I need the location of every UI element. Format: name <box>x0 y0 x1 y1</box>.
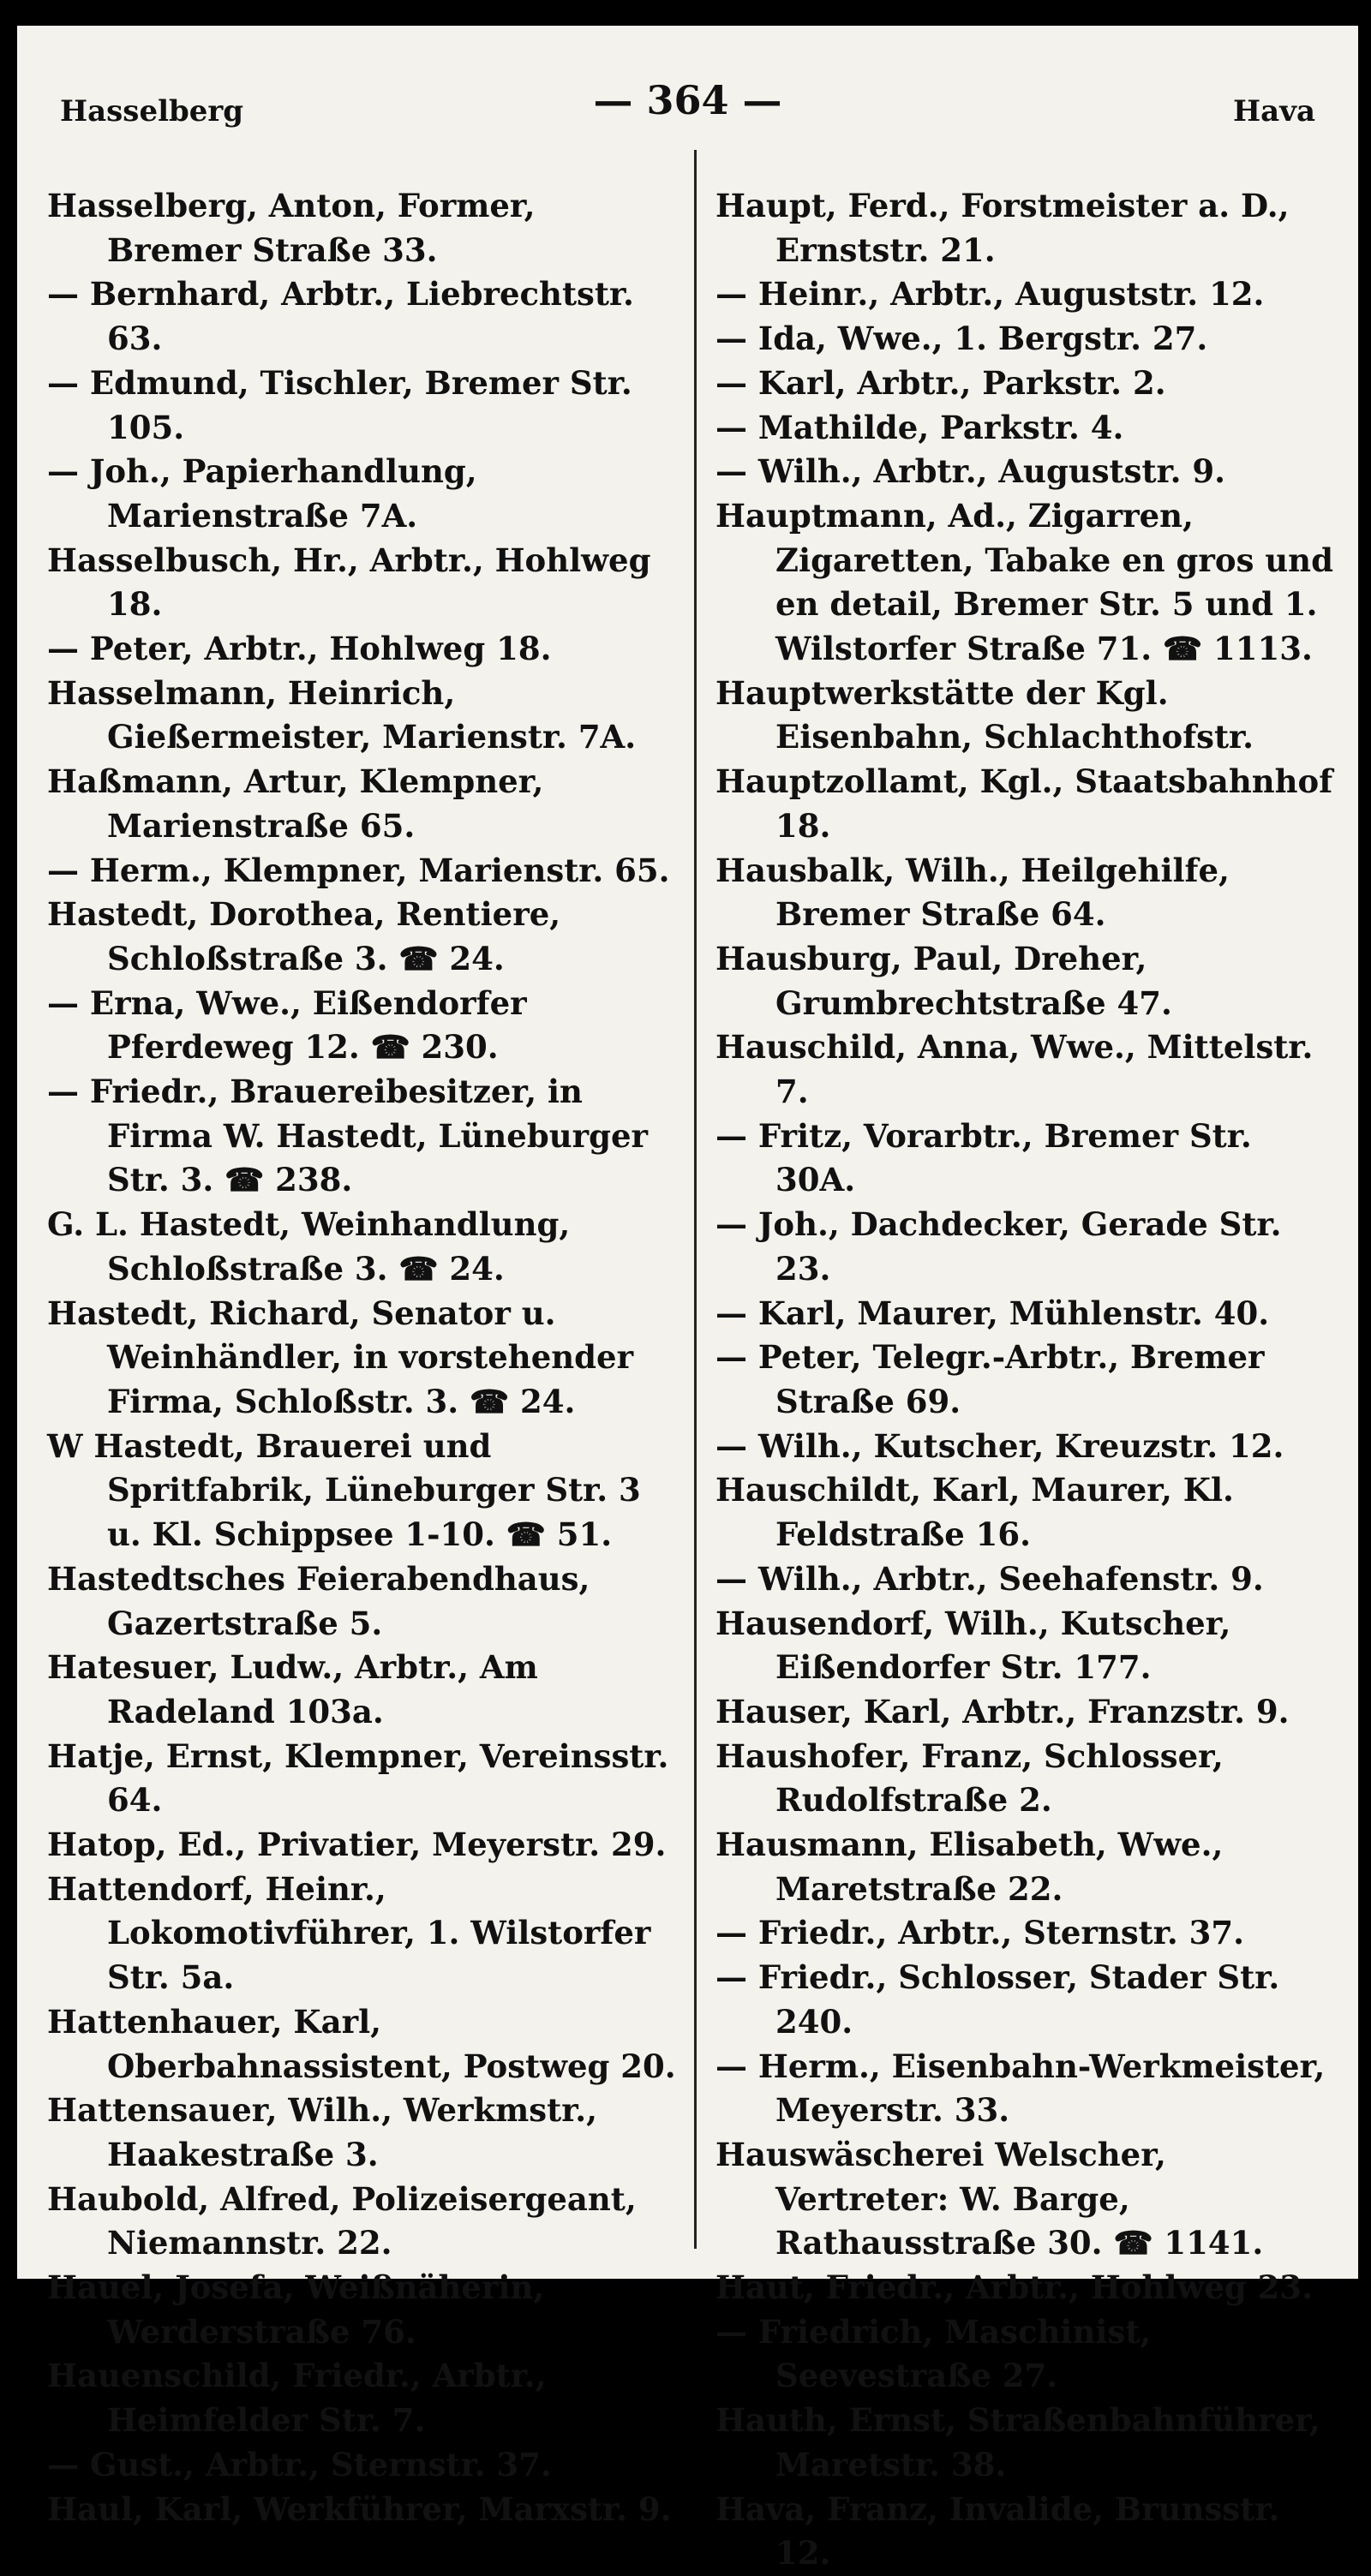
entry: — Wilh., Arbtr., Seehafenstr. 9. <box>715 1559 1264 1598</box>
entry: Hausmann, Elisabeth, Wwe., Maretstraße 22. <box>715 1826 1224 1908</box>
entry: — Wilh., Kutscher, Kreuzstr. 12. <box>715 1426 1284 1465</box>
entry: Hasselbusch, Hr., Arbtr., Hohlweg 18. <box>47 541 651 624</box>
entry: — Heinr., Arbtr., Auguststr. 12. <box>715 275 1265 314</box>
entry: — Peter, Arbtr., Hohlweg 18. <box>47 630 552 668</box>
entry: — Mathilde, Parkstr. 4. <box>715 408 1124 446</box>
entry: Haubold, Alfred, Polizeisergeant, Niemannstr. 22. <box>47 2179 637 2262</box>
entry: — Friedr., Arbtr., Sternstr. 37. <box>715 1914 1245 1952</box>
page-number: — 364 — <box>593 77 782 123</box>
entry: Hastedt, Richard, Senator u. Weinhändler, in vorstehender Firma, Schloßstr. 3. ☎ 24. <box>47 1294 634 1420</box>
entry: Hauth, Ernst, Straßenbahnführer, Maretstr. 38. <box>715 2401 1320 2483</box>
entry: Hausbalk, Wilh., Heilgehilfe, Bremer Straße 64. <box>715 851 1230 934</box>
entry: Hasselberg, Anton, Former, Bremer Straße 33. <box>47 187 536 269</box>
entry: Hattensauer, Wilh., Werkmstr., Haakestraße 3. <box>47 2091 598 2173</box>
entry: Hatesuer, Ludw., Arbtr., Am Radeland 103a. <box>47 1648 538 1730</box>
entry: W Hastedt, Brauerei und Spritfabrik, Lüneburger Str. 3 u. Kl. Schippsee 1-10. ☎ 51. <box>47 1426 641 1554</box>
entry: — Karl, Arbtr., Parkstr. 2. <box>715 363 1166 402</box>
entry: — Herm., Klempner, Marienstr. 65. <box>47 851 670 889</box>
entry: Hausendorf, Wilh., Kutscher, Eißendorfer Str. 177. <box>715 1604 1231 1687</box>
entry: Hauptmann, Ad., Zigarren, Zigaretten, Tabake en gros und en detail, Bremer Str. 5 und 1. Wilstorfer Straße 71. ☎ 1113. <box>715 496 1333 668</box>
entry: Hattenhauer, Karl, Oberbahnassistent, Postweg 20. <box>47 2002 676 2085</box>
entry: Hauptzollamt, Kgl., Staatsbahnhof 18. <box>715 762 1333 845</box>
entry: Hauptwerkstätte der Kgl. Eisenbahn, Schlachthofstr. <box>715 673 1254 756</box>
entry: — Peter, Telegr.-Arbtr., Bremer Straße 69. <box>715 1338 1265 1420</box>
entry: Hausburg, Paul, Dreher, Grumbrechtstraße 47. <box>715 939 1172 1022</box>
entry: — Joh., Papierhandlung, Marienstraße 7A. <box>47 452 477 535</box>
entry: Haßmann, Artur, Klempner, Marienstraße 65. <box>47 762 544 845</box>
header-left-keyword: Hasselberg <box>60 94 244 129</box>
entry: — Fritz, Vorarbtr., Bremer Str. 30A. <box>715 1116 1252 1199</box>
entry: — Ida, Wwe., 1. Bergstr. 27. <box>715 320 1208 358</box>
entry: — Friedr., Brauereibesitzer, in Firma W. Hastedt, Lüneburger Str. 3. ☎ 238. <box>47 1073 649 1199</box>
page-header <box>43 77 1332 146</box>
entry: Hattendorf, Heinr., Lokomotivführer, 1. Wilstorfer Str. 5a. <box>47 1869 651 1997</box>
entry: Haushofer, Franz, Schlosser, Rudolfstraße 2. <box>715 1736 1224 1820</box>
entry: — Herm., Eisenbahn-Werkmeister, Meyerstr. 33. <box>715 2047 1326 2130</box>
entry: Hauenschild, Friedr., Arbtr., Heimfelder Str. 7. <box>47 2357 547 2440</box>
header-right-keyword: Hava <box>1233 94 1315 129</box>
entry: — Bernhard, Arbtr., Liebrechtstr. 63. <box>47 275 634 358</box>
right-column <box>715 184 1341 2576</box>
directory-page <box>17 26 1358 2573</box>
entry: G. L. Hastedt, Weinhandlung, Schloßstraße 3. ☎ 24. <box>47 1205 571 1288</box>
entry: Hastedt, Dorothea, Rentiere, Schloßstraße 3. ☎ 24. <box>47 895 561 977</box>
entry: Hauel, Josefa, Weißnäherin, Werderstraße 76. <box>47 2268 545 2351</box>
entry: — Friedr., Schlosser, Stader Str. 240. <box>715 1958 1280 2041</box>
entry: Hastedtsches Feierabendhaus, Gazertstraße 5. <box>47 1559 590 1642</box>
entry: — Joh., Dachdecker, Gerade Str. 23. <box>715 1205 1282 1288</box>
entry: Hatop, Ed., Privatier, Meyerstr. 29. <box>47 1826 667 1864</box>
entry: — Edmund, Tischler, Bremer Str. 105. <box>47 363 632 446</box>
entry: Haupt, Ferd., Forstmeister a. D., Ernststr. 21. <box>715 187 1290 269</box>
left-column <box>47 184 677 2531</box>
entry: — Friedrich, Maschinist, Seevestraße 27. <box>715 2312 1152 2395</box>
entry: Hava, Franz, Invalide, Brunsstr. 12. <box>715 2489 1280 2573</box>
entry: Hauser, Karl, Arbtr., Franzstr. 9. <box>715 1692 1290 1730</box>
entry: — Erna, Wwe., Eißendorfer Pferdeweg 12. ☎ 230. <box>47 983 527 1067</box>
entry: Hauschild, Anna, Wwe., Mittelstr. 7. <box>715 1028 1314 1111</box>
column-divider <box>694 150 697 2249</box>
entry: — Gust., Arbtr., Sternstr. 37. <box>47 2445 552 2483</box>
entry: Hatje, Ernst, Klempner, Vereinsstr. 64. <box>47 1736 669 1820</box>
entry: Haul, Karl, Werkführer, Marxstr. 9. <box>47 2489 672 2528</box>
entry: — Wilh., Arbtr., Auguststr. 9. <box>715 452 1226 491</box>
entry: Hauschildt, Karl, Maurer, Kl. Feldstraße 16. <box>715 1471 1234 1554</box>
entry: Hauswäscherei Welscher, Vertreter: W. Barge, Rathausstraße 30. ☎ 1141. <box>715 2135 1264 2262</box>
entry: Haut, Friedr., Arbtr., Hohlweg 23. <box>715 2268 1314 2307</box>
entry: Hasselmann, Heinrich, Gießermeister, Marienstr. 7A. <box>47 673 637 756</box>
entry: — Karl, Maurer, Mühlenstr. 40. <box>715 1294 1270 1332</box>
